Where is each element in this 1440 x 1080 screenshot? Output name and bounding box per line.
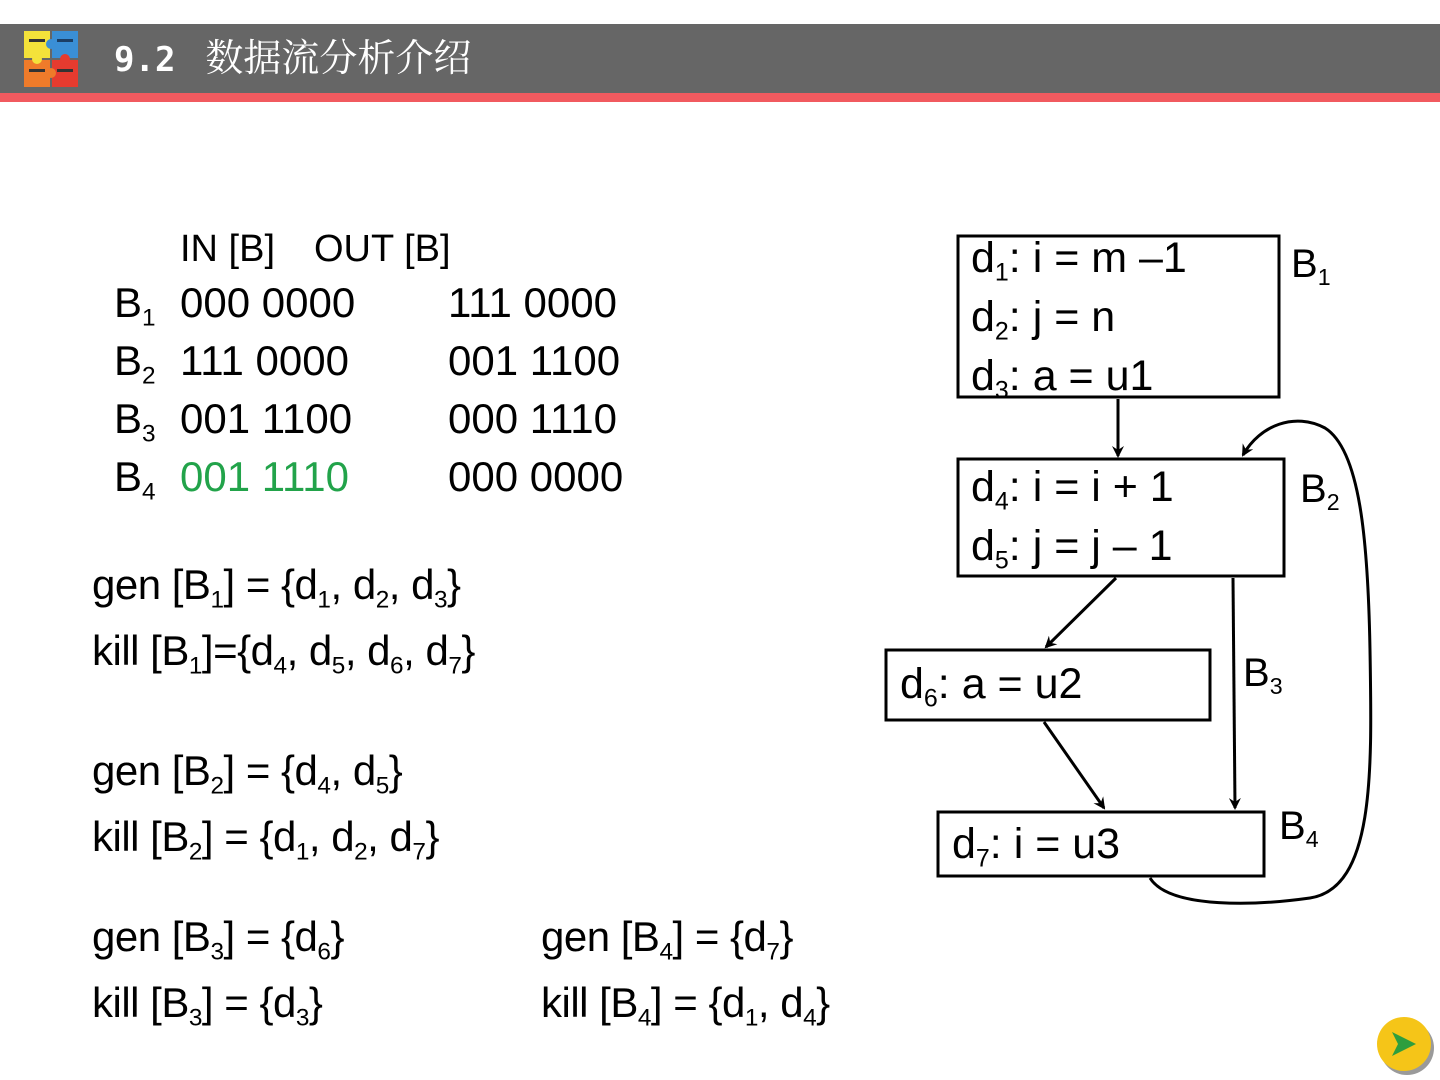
kill-b4-equation: kill $[B_4] = \{d_1$, $d_4$}	[541, 979, 830, 1032]
title-text: 数据流分析介绍	[205, 38, 472, 80]
stmt-d4: $d_4$: i = i + 1	[971, 463, 1174, 516]
block-label-b4: $B_4$	[1279, 804, 1319, 853]
stmt-d3: $d_3$: a = u1	[971, 352, 1154, 405]
row-label: $B_2$	[114, 337, 156, 390]
edge-b2-b4	[1233, 578, 1235, 808]
out-value: 111 0000	[448, 279, 617, 326]
row-label: $B_4$	[114, 453, 156, 506]
gen-b3-equation: gen $[B_3] = \{d_6\}$	[92, 913, 345, 966]
stmt-d6: $d_6$: a = u2	[900, 660, 1083, 713]
stmt-d7: $d_7$: i = u3	[952, 820, 1121, 873]
kill-b2-equation: kill $[B_2] = \{d_1$, $d_2$, $d_7$}	[92, 813, 439, 866]
stmt-d2: $d_2$: j = n	[971, 293, 1116, 346]
next-slide-button[interactable]	[1374, 1016, 1436, 1076]
in-value-highlighted: 001 1110	[180, 453, 349, 500]
in-value: 111 0000	[180, 337, 349, 384]
out-value: 000 1110	[448, 395, 617, 442]
edge-b2-b3	[1046, 578, 1116, 647]
block-label-b2: $B_2$	[1300, 467, 1340, 516]
gen-b1-equation: gen $[B_1] = \{d_1$, $d_2$, $d_3$}	[92, 561, 461, 614]
edge-b3-b4	[1044, 722, 1104, 808]
in-value: 001 1100	[180, 395, 353, 442]
gen-b2-equation: gen $[B_2] = \{d_4$, $d_5$}	[92, 747, 403, 800]
col-header-in: IN [B]	[180, 228, 276, 270]
row-label: $B_3$	[114, 395, 156, 448]
kill-b3-equation: kill $[B_3] = \{d_3\}$	[92, 979, 323, 1032]
col-header-out: OUT [B]	[314, 228, 451, 270]
block-label-b3: $B_3$	[1243, 651, 1283, 700]
gen-b4-equation: gen $[B_4] = \{d_7\}$	[541, 913, 794, 966]
stmt-d5: $d_5$: j = j – 1	[971, 522, 1173, 575]
stmt-d1: $d_1$: i = m –1	[971, 234, 1187, 287]
out-value: 000 0000	[448, 453, 624, 500]
out-value: 001 1100	[448, 337, 621, 384]
section-number: 9.2	[114, 40, 176, 80]
block-label-b1: $B_1$	[1291, 242, 1331, 291]
row-label: $B_1$	[114, 279, 156, 332]
kill-b1-equation: kill $[B_1]=\{d_4$, $d_5$, $d_6$, $d_7$}	[92, 627, 475, 680]
in-value: 000 0000	[180, 279, 356, 326]
